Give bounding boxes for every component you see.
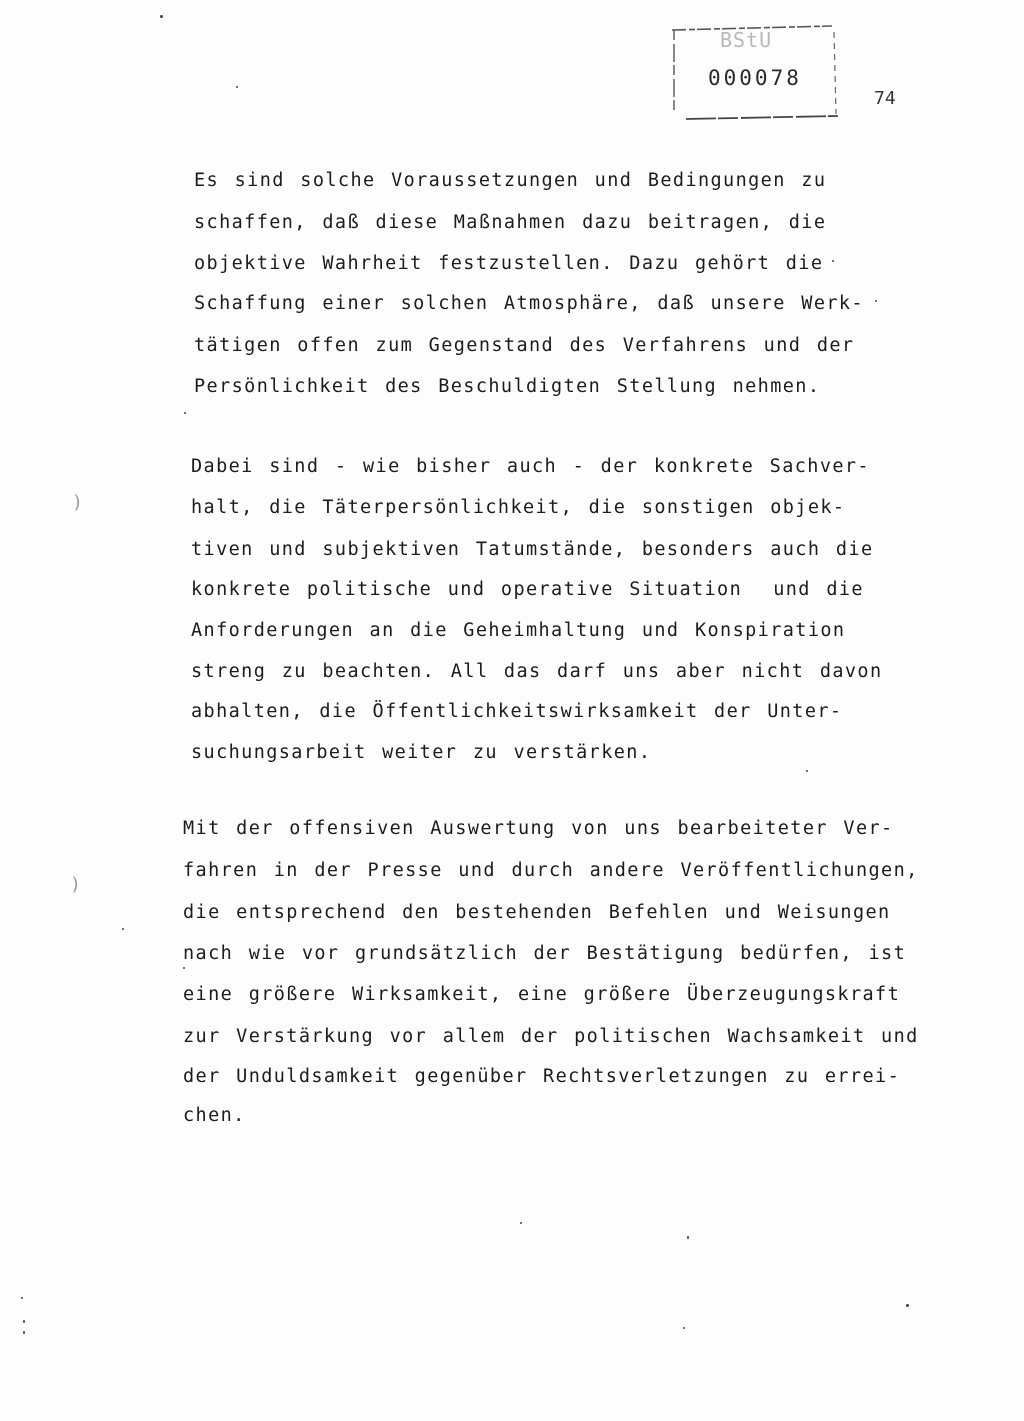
text-line: die entsprechend den bestehenden Befehlen und Weisungen: [183, 902, 891, 923]
scan-speck: [184, 412, 186, 414]
scan-speck: [183, 967, 185, 969]
stamp-number: 000078: [708, 66, 802, 90]
text-line: objektive Wahrheit festzustellen. Dazu gehört die: [194, 253, 824, 274]
scan-speck: [236, 86, 238, 88]
text-line: eine größere Wirksamkeit, eine größere Überzeugungskraft: [183, 984, 901, 1005]
scan-speck: [683, 1327, 685, 1329]
text-line: Mit der offensiven Auswertung von uns bearbeiteter Ver-: [183, 818, 894, 839]
text-line: tiven und subjektiven Tatumstände, besonders auch die: [191, 539, 874, 560]
archive-stamp: [668, 22, 838, 120]
margin-mark: ): [72, 492, 83, 513]
scan-speck: [21, 1297, 23, 1299]
stamp-label: BStU: [720, 28, 773, 52]
text-line: Schaffung einer solchen Atmosphäre, daß unsere Werk-: [194, 293, 864, 314]
text-line: streng zu beachten. All das darf uns aber nicht davon: [191, 661, 883, 682]
margin-mark: ): [70, 874, 81, 895]
scan-speck: [122, 928, 124, 930]
text-line: abhalten, die Öffentlichkeitswirksamkeit der Unter-: [191, 701, 843, 722]
text-line: Anforderungen an die Geheimhaltung und Konspiration: [191, 620, 846, 641]
scan-speck: [687, 1236, 689, 1239]
scan-speck: [806, 770, 808, 772]
text-line: halt, die Täterpersönlichkeit, die sonstigen objek-: [191, 497, 846, 518]
text-line: tätigen offen zum Gegenstand des Verfahrens und der: [194, 335, 855, 356]
text-line: Es sind solche Voraussetzungen und Bedingungen zu: [194, 170, 827, 191]
scan-speck: [160, 15, 163, 18]
scan-speck: [23, 1331, 25, 1334]
page-number: 74: [874, 88, 896, 109]
scan-speck: [520, 1222, 522, 1224]
text-line: zur Verstärkung vor allem der politischen Wachsamkeit und: [183, 1026, 919, 1047]
text-line: Dabei sind - wie bisher auch - der konkrete Sachver-: [191, 456, 870, 477]
scan-speck: [832, 260, 834, 262]
scan-speck: [23, 1320, 25, 1323]
text-line: nach wie vor grundsätzlich der Bestätigung bedürfen, ist: [183, 943, 907, 964]
text-line: suchungsarbeit weiter zu verstärken.: [191, 742, 652, 763]
scan-speck: [906, 1304, 909, 1307]
scan-speck: [875, 300, 877, 302]
text-line: Persönlichkeit des Beschuldigten Stellung nehmen.: [194, 376, 821, 397]
text-line: fahren in der Presse und durch andere Veröffentlichungen,: [183, 860, 919, 881]
text-line: schaffen, daß diese Maßnahmen dazu beitragen, die: [194, 212, 827, 233]
text-line: konkrete politische und operative Situation und die: [191, 579, 864, 600]
text-line: der Unduldsamkeit gegenüber Rechtsverletzungen zu errei-: [183, 1066, 901, 1087]
text-line: chen.: [183, 1105, 246, 1126]
